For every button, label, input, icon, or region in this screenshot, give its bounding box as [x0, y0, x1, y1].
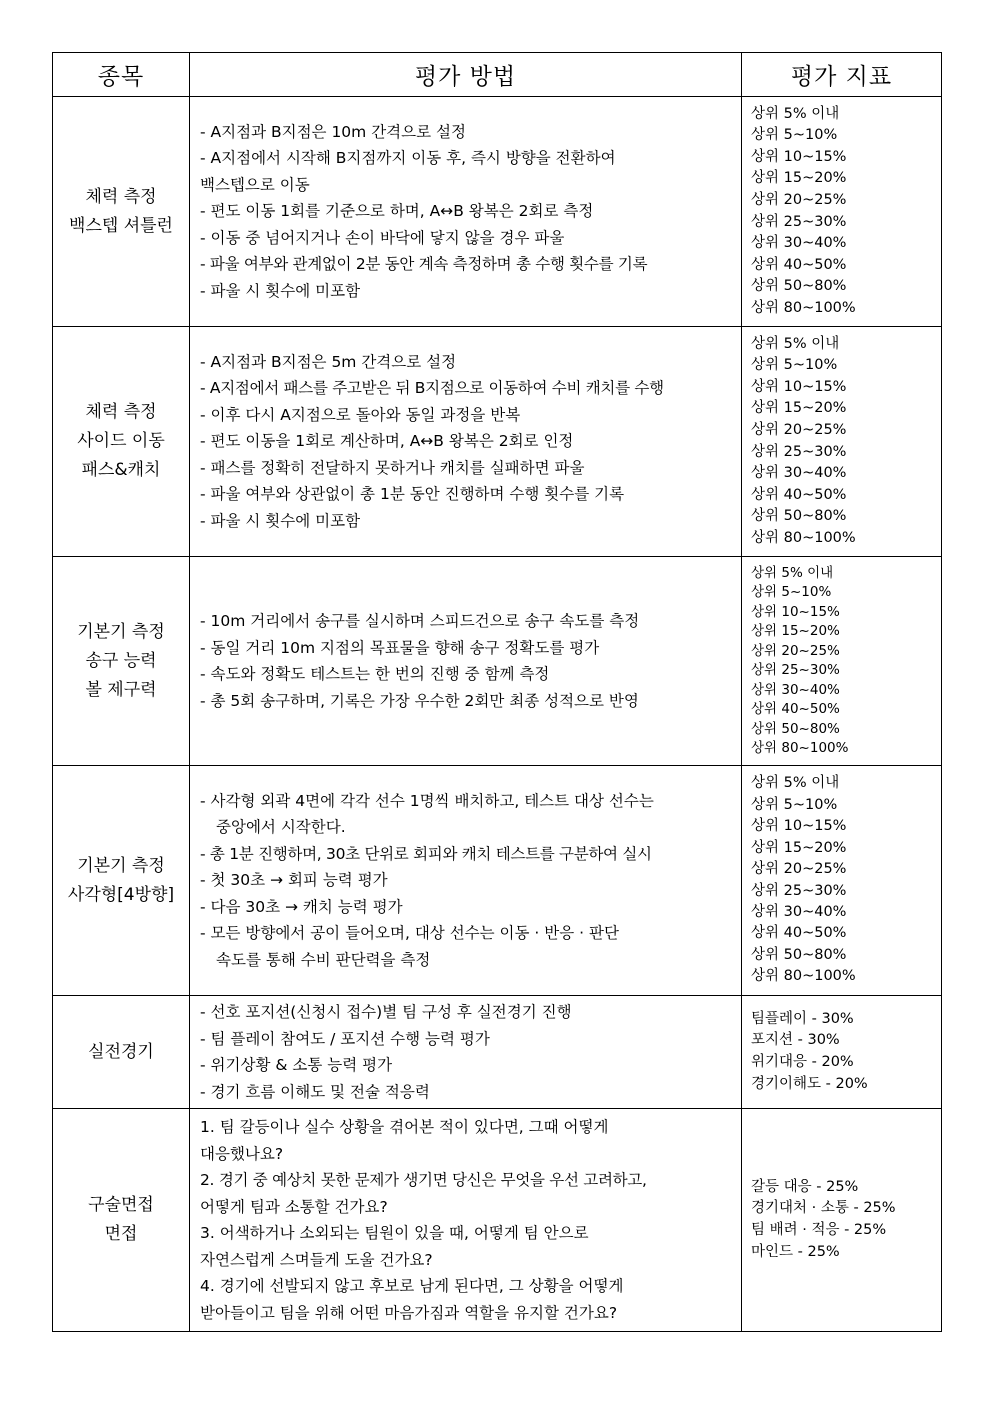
index-cell: 상위 5% 이내 상위 5~10% 상위 10~15% 상위 15~20% 상위 20~25% 상위 25~30% 상위 30~40% 상위 40~50% 상위 50~80% 상위 80~100% — [742, 327, 942, 557]
header-method: 평가 방법 — [190, 53, 742, 97]
table-row — [53, 557, 942, 766]
header-row — [53, 53, 942, 97]
index-cell: 상위 5% 이내 상위 5~10% 상위 10~15% 상위 15~20% 상위 20~25% 상위 25~30% 상위 30~40% 상위 40~50% 상위 50~80% 상위 80~100% — [742, 557, 942, 766]
category-cell: 체력 측정 사이드 이동 패스&캐치 — [53, 327, 190, 557]
method-cell: 1. 팀 갈등이나 실수 상황을 겪어본 적이 있다면, 그때 어떻게 대응했나요? 2. 경기 중 예상치 못한 문제가 생기면 당신은 무엇을 우선 고려하고, 어떻게 팀과 소통할 건가요? 3. 어색하거나 소외되는 팀원이 있을 때, 어떻게 팀 안으로 자연스럽게 스며들게 도울 건가요? 4. 경기에 선발되지 않고 후보로 남게 된다면, 그 상황을 어떻게 받아들이고 팀을 위해 어떤 마음가짐과 역할을 유지할 건가요? — [190, 1109, 742, 1332]
table-row — [53, 327, 942, 557]
table-row — [53, 996, 942, 1109]
category-cell: 실전경기 — [53, 996, 190, 1109]
method-cell: - A지점과 B지점은 5m 간격으로 설정 - A지점에서 패스를 주고받은 뒤 B지점으로 이동하여 수비 캐치를 수행 - 이후 다시 A지점으로 돌아와 동일 과정을 반복 - 편도 이동을 1회로 계산하며, A↔B 왕복은 2회로 인정 - 패스를 정확히 전달하지 못하거나 캐치를 실패하면 파울 - 파울 여부와 상관없이 총 1분 동안 진행하며 수행 횟수를 기록 - 파울 시 횟수에 미포함 — [190, 327, 742, 557]
table-row — [53, 1109, 942, 1332]
header-index: 평가 지표 — [742, 53, 942, 97]
evaluation-table — [52, 52, 942, 1332]
category-cell: 체력 측정 백스텝 셔틀런 — [53, 97, 190, 327]
index-cell: 상위 5% 이내 상위 5~10% 상위 10~15% 상위 15~20% 상위 20~25% 상위 25~30% 상위 30~40% 상위 40~50% 상위 50~80% 상위 80~100% — [742, 97, 942, 327]
category-cell: 구술면접 면접 — [53, 1109, 190, 1332]
category-cell: 기본기 측정 송구 능력 볼 제구력 — [53, 557, 190, 766]
category-cell: 기본기 측정 사각형[4방향] — [53, 766, 190, 996]
header-category: 종목 — [53, 53, 190, 97]
index-cell: 갈등 대응 - 25% 경기대처 · 소통 - 25% 팀 배려 · 적응 - 25% 마인드 - 25% — [742, 1109, 942, 1332]
method-cell: - 사각형 외곽 4면에 각각 선수 1명씩 배치하고, 테스트 대상 선수는 중앙에서 시작한다. - 총 1분 진행하며, 30초 단위로 회피와 캐치 테스트를 구분하여 실시 - 첫 30초 → 회피 능력 평가 - 다음 30초 → 캐치 능력 평가 - 모든 방향에서 공이 들어오며, 대상 선수는 이동 · 반응 · 판단 속도를 통해 수비 판단력을 측정 — [190, 766, 742, 996]
method-cell: - 선호 포지션(신청시 접수)별 팀 구성 후 실전경기 진행 - 팀 플레이 참여도 / 포지션 수행 능력 평가 - 위기상황 & 소통 능력 평가 - 경기 흐름 이해도 및 전술 적응력 — [190, 996, 742, 1109]
table-row — [53, 766, 942, 996]
method-cell: - 10m 거리에서 송구를 실시하며 스피드건으로 송구 속도를 측정 - 동일 거리 10m 지점의 목표물을 향해 송구 정확도를 평가 - 속도와 정확도 테스트는 한 번의 진행 중 함께 측정 - 총 5회 송구하며, 기록은 가장 우수한 2회만 최종 성적으로 반영 — [190, 557, 742, 766]
table-row — [53, 97, 942, 327]
index-cell: 팀플레이 - 30% 포지션 - 30% 위기대응 - 20% 경기이해도 - 20% — [742, 996, 942, 1109]
index-cell: 상위 5% 이내 상위 5~10% 상위 10~15% 상위 15~20% 상위 20~25% 상위 25~30% 상위 30~40% 상위 40~50% 상위 50~80% 상위 80~100% — [742, 766, 942, 996]
method-cell: - A지점과 B지점은 10m 간격으로 설정 - A지점에서 시작해 B지점까지 이동 후, 즉시 방향을 전환하여 백스텝으로 이동 - 편도 이동 1회를 기준으로 하며, A↔B 왕복은 2회로 측정 - 이동 중 넘어지거나 손이 바닥에 닿지 않을 경우 파울 - 파울 여부와 관계없이 2분 동안 계속 측정하며 총 수행 횟수를 기록 - 파울 시 횟수에 미포함 — [190, 97, 742, 327]
